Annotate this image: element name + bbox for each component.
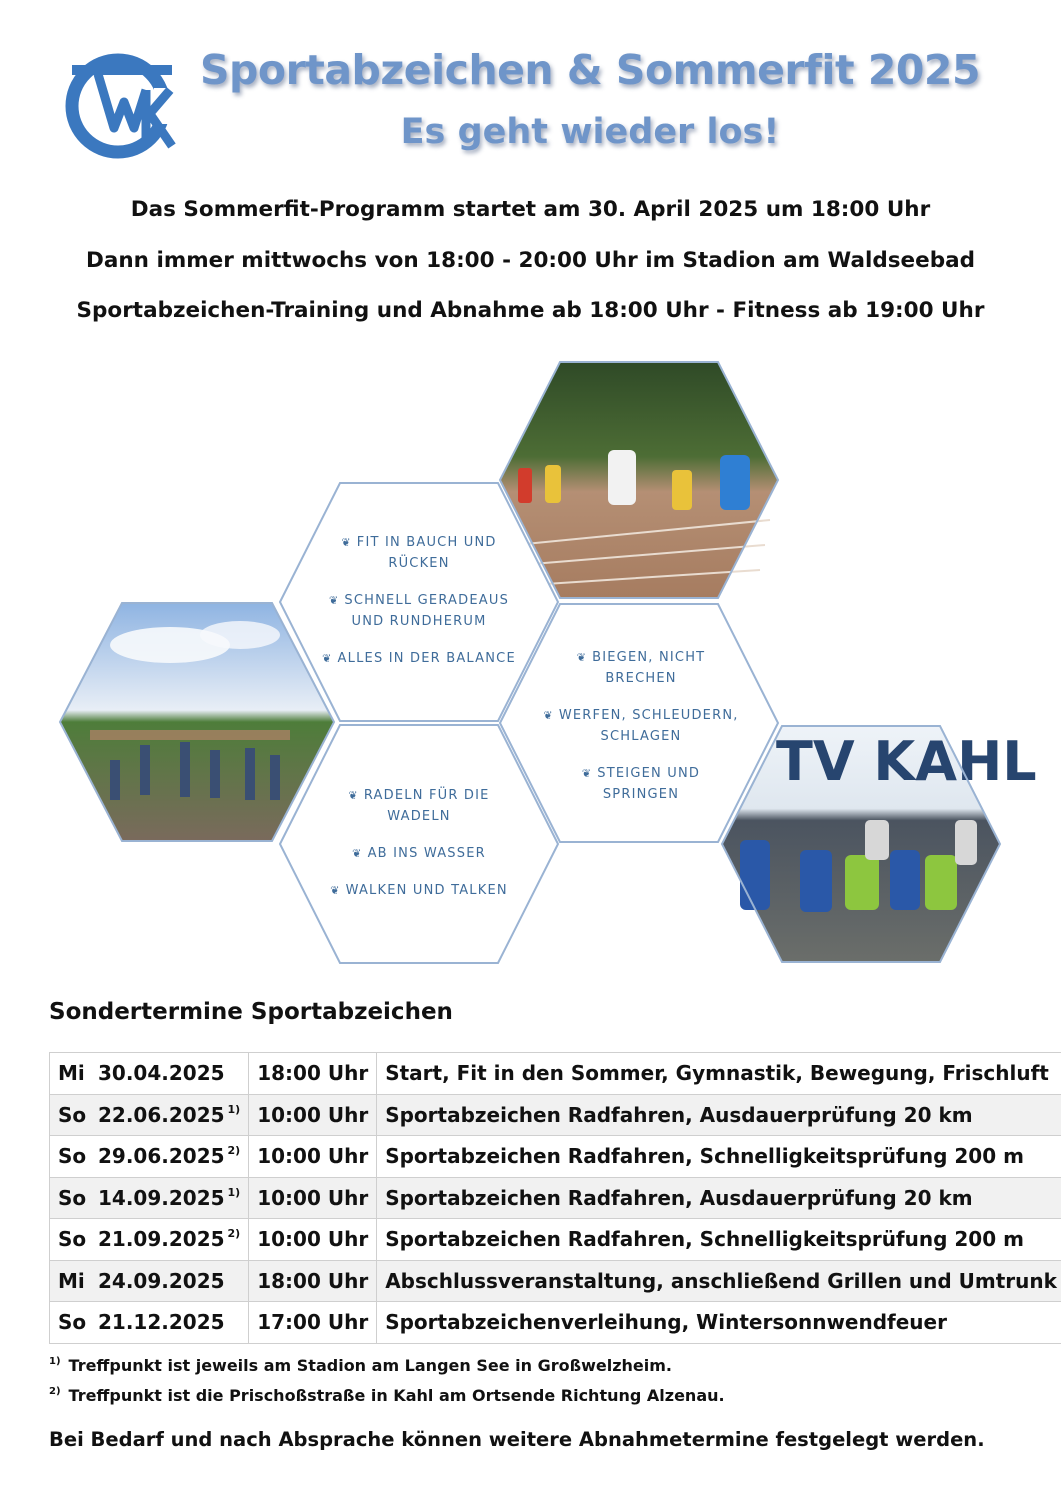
page-title: Sportabzeichen & Sommerfit 2025 [200,46,980,94]
leaf-icon: ❦ [330,884,341,897]
table-row [50,1219,1061,1261]
section-title: Sondertermine Sportabzeichen [49,999,453,1025]
photo-banner-text: TV KAHL [776,730,1037,793]
leaf-icon: ❦ [322,652,333,665]
description-cell: Sportabzeichen Radfahren, Schnelligkeitsprüfung 200 m [377,1219,1061,1261]
time-cell: 10:00 Uhr [249,1094,377,1136]
intro-line-2: Dann immer mittwochs von 18:00 - 20:00 Uhr im Stadion am Waldseebad [86,248,975,273]
intro-line-3: Sportabzeichen-Training und Abnahme ab 18:00 Uhr - Fitness ab 19:00 Uhr [76,298,985,323]
intro-line-1: Das Sommerfit-Programm startet am 30. April 2025 um 18:00 Uhr [130,197,931,222]
table-row [50,1177,1061,1219]
hex-text-lower: ❦ RADELN FÜR DIE WADELN ❦ AB INS WASSER ❦ WALKEN UND TALKEN [325,785,513,917]
description-cell: Sportabzeichenverleihung, Wintersonnwendfeuer [377,1302,1061,1344]
hex-text-upper-left: ❦ FIT IN BAUCH UND RÜCKEN ❦ SCHNELL GERADEAUS UND RUNDHERUM ❦ ALLES IN DER BALANCE [320,532,518,685]
table-row [50,1136,1061,1178]
description-cell: Abschlussveranstaltung, anschließend Grillen und Umtrunk [377,1260,1061,1302]
description-cell: Sportabzeichen Radfahren, Schnelligkeitsprüfung 200 m [377,1136,1061,1178]
leaf-icon: ❦ [328,594,340,607]
date-cell: So 21.12.2025 [50,1302,249,1344]
table-row [50,1094,1061,1136]
date-cell: Mi 30.04.2025 [50,1053,249,1095]
leaf-icon: ❦ [543,709,554,722]
closing-note: Bei Bedarf und nach Absprache können weitere Abnahmetermine festgelegt werden. [49,1428,985,1451]
time-cell: 18:00 Uhr [249,1260,377,1302]
hexagon-collage [0,350,1061,975]
hex-text-right: ❦ BIEGEN, NICHT BRECHEN ❦ WERFEN, SCHLEUDERN, SCHLAGEN ❦ STEIGEN UND SPRINGEN [543,647,739,821]
leaf-icon: ❦ [581,767,593,780]
date-cell: So 14.09.2025 $^{1)}$ [50,1177,249,1219]
date-cell: So 22.06.2025 $^{1)}$ [50,1094,249,1136]
date-cell: Mi 24.09.2025 [50,1260,249,1302]
time-cell: 17:00 Uhr [249,1302,377,1344]
description-cell: Sportabzeichen Radfahren, Ausdauerprüfung 20 km [377,1094,1061,1136]
time-cell: 10:00 Uhr [249,1136,377,1178]
group-photo [722,726,1037,962]
leaf-icon: ❦ [576,651,588,664]
time-cell: 18:00 Uhr [249,1053,377,1095]
page-subtitle: Es geht wieder los! [400,112,780,152]
date-cell: So 21.09.2025 $^{2)}$ [50,1219,249,1261]
footnote-1: $^{1)}$ Treffpunkt ist jeweils am Stadion am Langen See in Großwelzheim. [49,1356,672,1375]
leaf-icon: ❦ [352,847,363,860]
description-cell: Sportabzeichen Radfahren, Ausdauerprüfung 20 km [377,1177,1061,1219]
table-row [50,1260,1061,1302]
table-row [50,1053,1061,1095]
time-cell: 10:00 Uhr [249,1177,377,1219]
date-cell: So 29.06.2025 $^{2)}$ [50,1136,249,1178]
runners-photo [500,362,778,598]
table-row [50,1302,1061,1344]
time-cell: 10:00 Uhr [249,1219,377,1261]
leaf-icon: ❦ [348,789,359,802]
leaf-icon: ❦ [341,536,352,549]
footnote-2: $^{2)}$ Treffpunkt ist die Prischoßstraße in Kahl am Ortsende Richtung Alzenau. [49,1386,725,1405]
description-cell: Start, Fit in den Sommer, Gymnastik, Bewegung, Frischluft [377,1053,1061,1095]
schedule-table [49,1052,1061,1344]
stadium-photo [60,603,334,841]
